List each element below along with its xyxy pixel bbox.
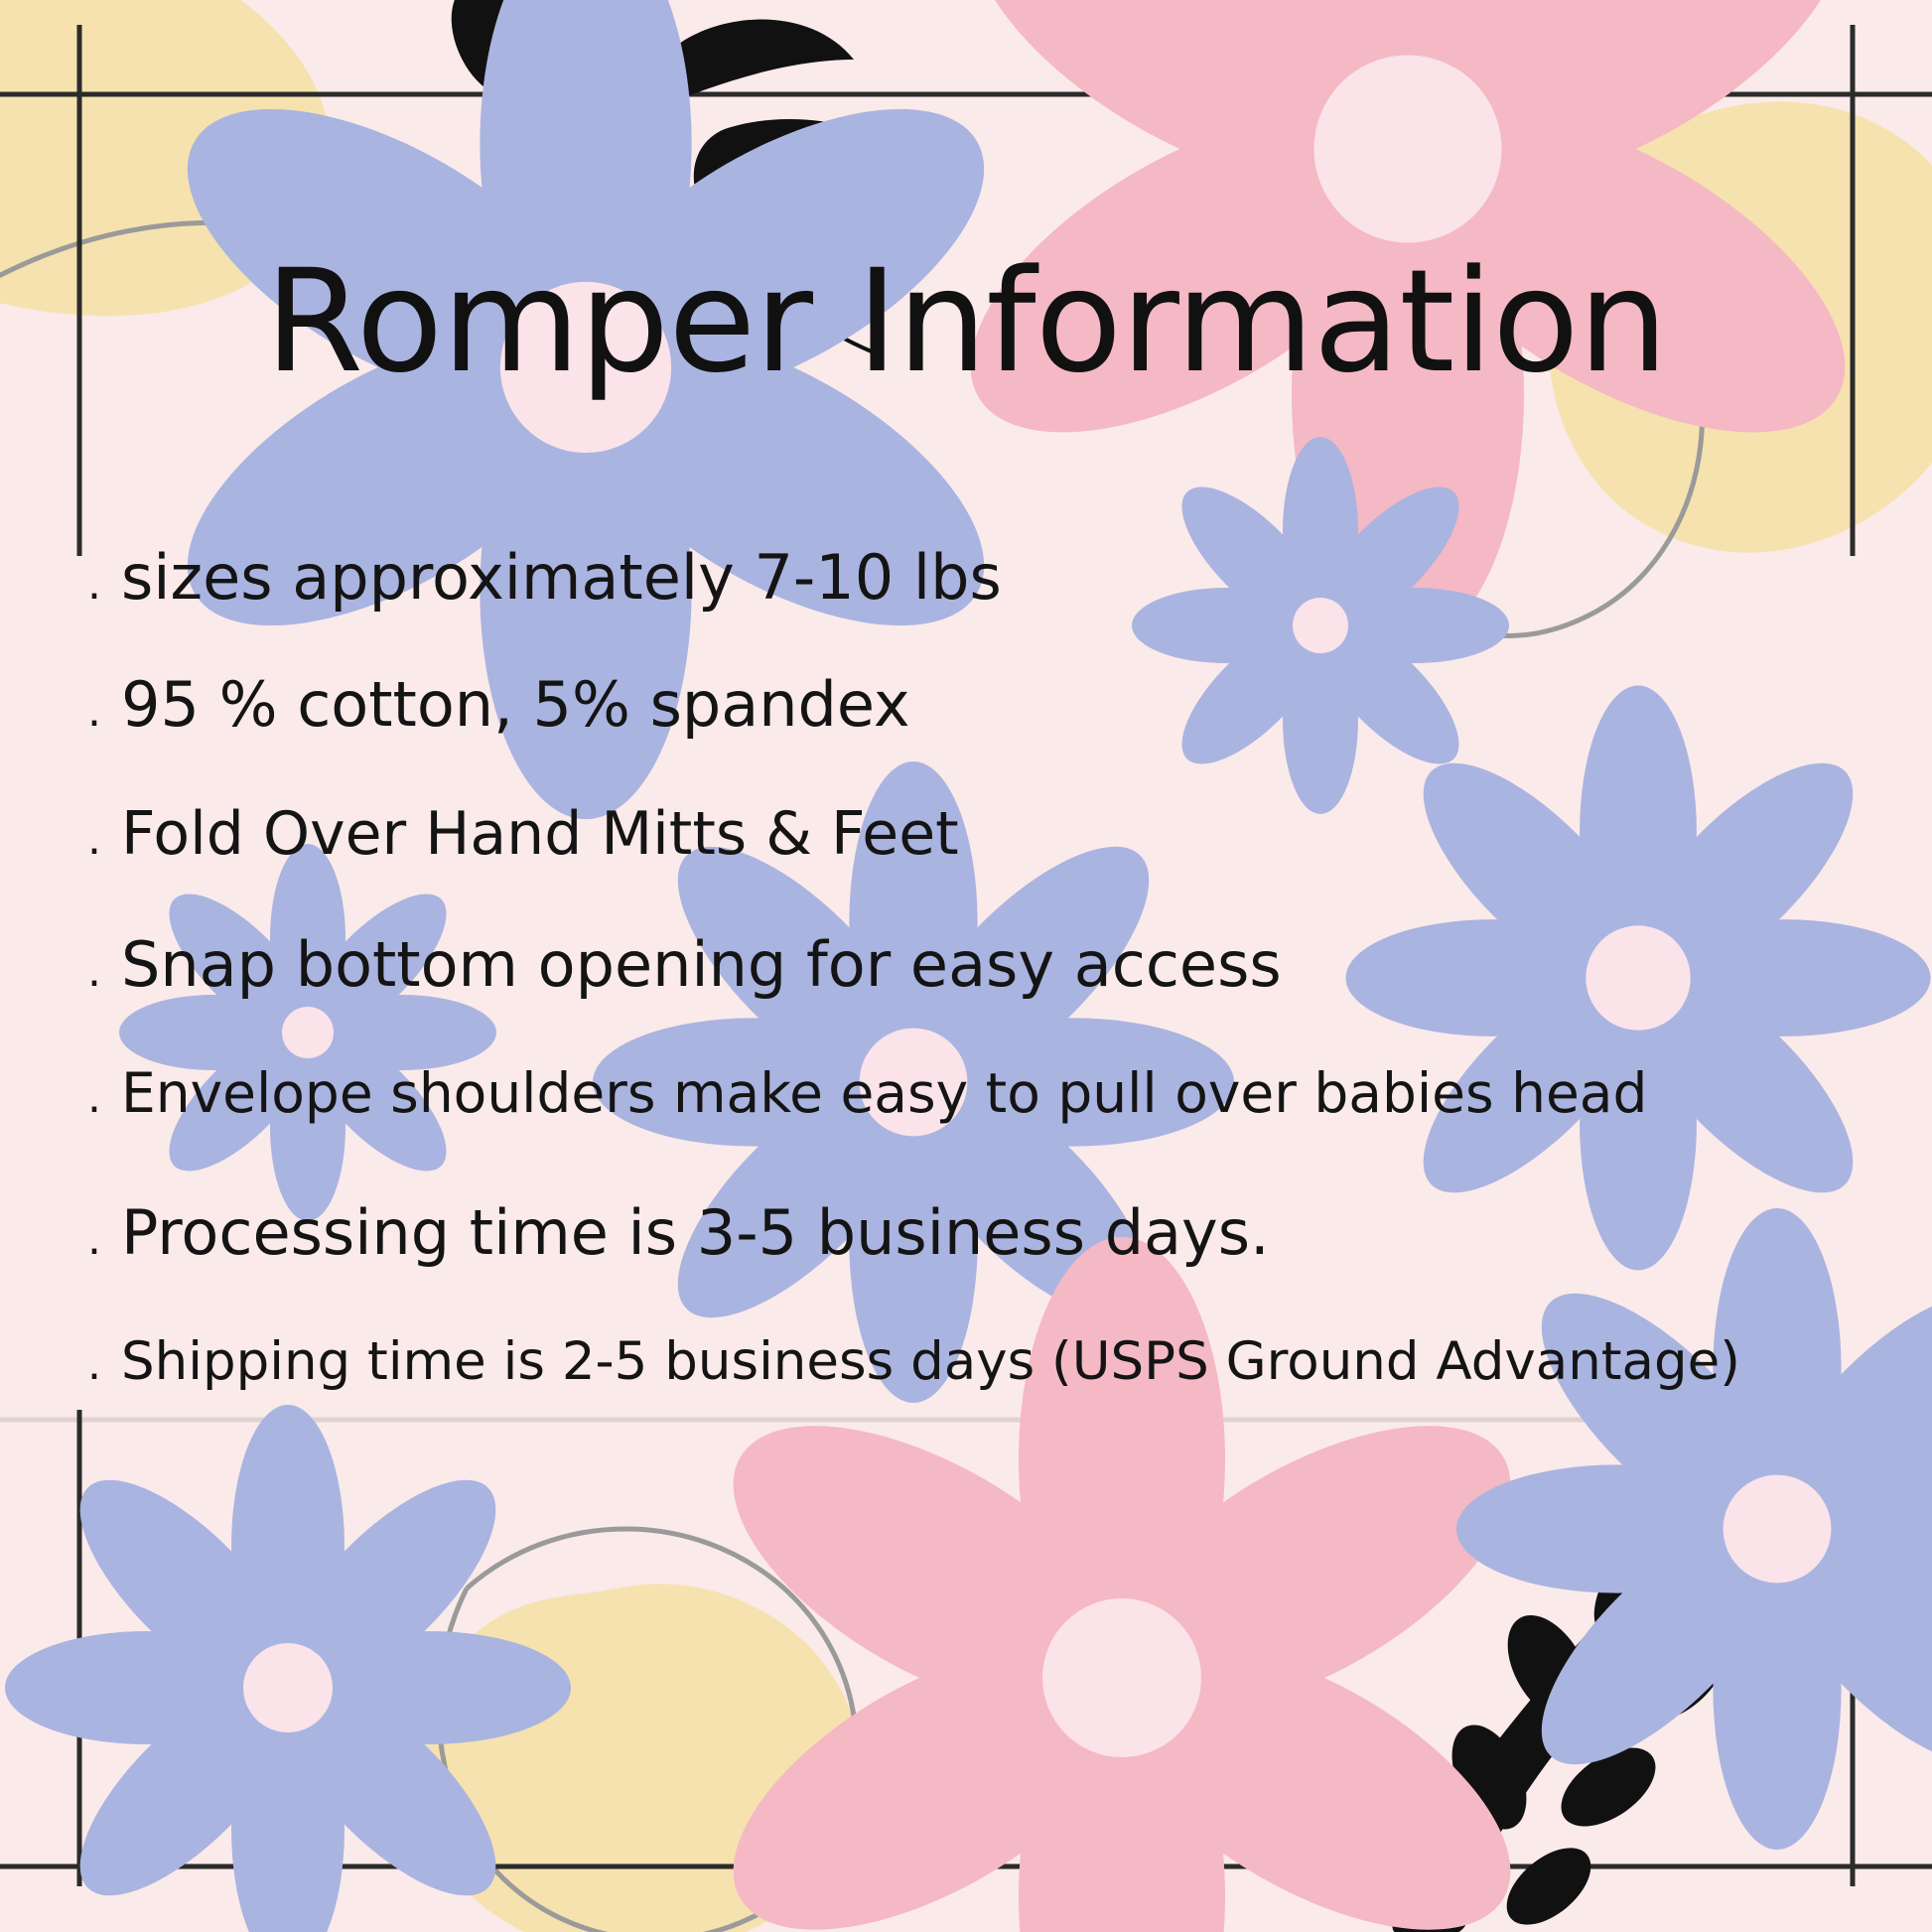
- list-item-label: Snap bottom opening for easy access: [121, 928, 1282, 1001]
- list-item: [87, 799, 1874, 918]
- list-item: [87, 928, 1874, 1051]
- list-item-label: Envelope shoulders make easy to pull over babies head: [121, 1061, 1648, 1125]
- list-item-label: Processing time is 3-5 business days.: [121, 1196, 1270, 1269]
- list-item: [87, 541, 1874, 658]
- bullet-marker: .: [87, 1214, 101, 1265]
- list-item-label: Shipping time is 2-5 business days (USPS Ground Advantage): [121, 1331, 1740, 1392]
- bullet-marker: .: [87, 1072, 101, 1123]
- info-list: [87, 541, 1874, 1460]
- bullet-marker: .: [87, 1339, 101, 1390]
- list-item: [87, 1061, 1874, 1186]
- list-item-label: sizes approximately 7-10 lbs: [121, 541, 1002, 614]
- list-item-label: Fold Over Hand Mitts & Feet: [121, 799, 959, 869]
- list-item: [87, 1196, 1874, 1321]
- list-item: [87, 1331, 1874, 1450]
- page-title: Romper Information: [264, 238, 1668, 404]
- list-item: [87, 668, 1874, 789]
- bullet-marker: .: [87, 686, 101, 737]
- bullet-marker: .: [87, 814, 101, 865]
- list-item-label: 95 % cotton, 5% spandex: [121, 668, 910, 741]
- bullet-marker: .: [87, 559, 101, 610]
- bullet-marker: .: [87, 946, 101, 997]
